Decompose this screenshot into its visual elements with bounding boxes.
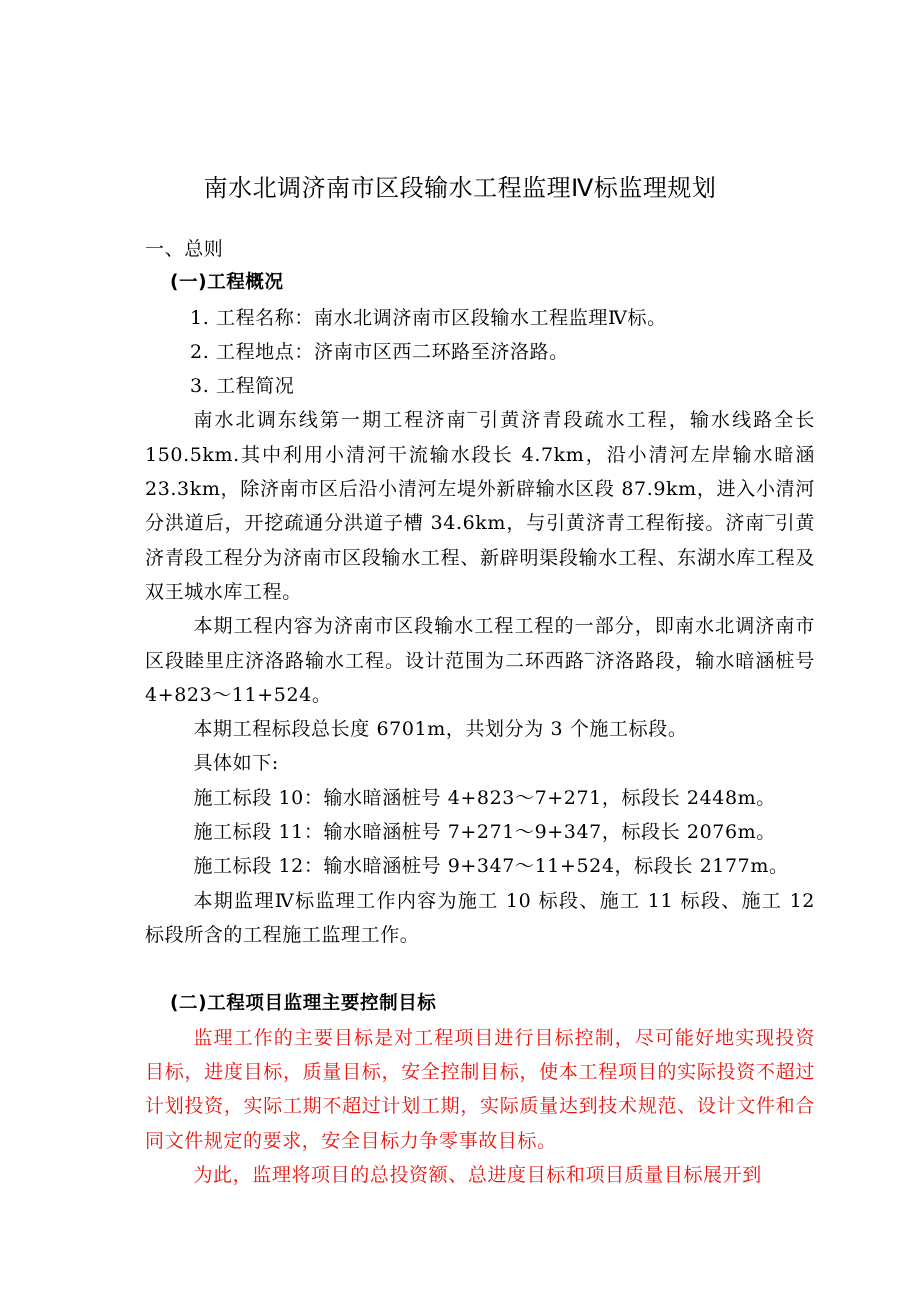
section-heading: 一、总则: [145, 238, 224, 260]
subsection-heading: (一)工程概况: [170, 272, 284, 294]
paragraph: 具体如下:: [193, 752, 279, 775]
document-title: 南水北调济南市区段输水工程监理Ⅳ标监理规划: [203, 174, 717, 202]
spacer: [145, 952, 815, 986]
subsection-heading: (二)工程项目监理主要控制目标: [170, 992, 437, 1014]
paragraph: 本期工程内容为济南市区段输水工程工程的一部分，即南水北调济南市区段睦里庄济洛路输水工程。设计范围为二环西路‾济洛路段，输水暗涵桩号 4+823～11+524。: [145, 615, 815, 706]
segment-line: 施工标段 12：输水暗涵桩号 9+347～11+524，标段长 2177m。: [193, 855, 789, 878]
segment-line: 施工标段 10：输水暗涵桩号 4+823～7+271，标段长 2448m。: [193, 786, 776, 809]
highlighted-paragraph: 监理工作的主要目标是对工程项目进行目标控制，尽可能好地实现投资目标，进度目标，质量目标，安全控制目标，使本工程项目的实际投资不超过计划投资，实际工期不超过计划工期，实际质量达到技术规范、设计文件和合同文件规定的要求，安全目标力争零事故目标。: [145, 1026, 815, 1152]
document-body: [145, 232, 815, 1192]
list-item: 2. 工程地点：济南市区西二环路至济洛路。: [190, 340, 569, 363]
paragraph: 本期监理Ⅳ标监理工作内容为施工 10 标段、施工 11 标段、施工 12 标段所含的工程施工监理工作。: [145, 889, 815, 946]
highlighted-paragraph: 为此，监理将项目的总投资额、总进度目标和项目质量目标展开到: [193, 1164, 762, 1187]
list-item: 1. 工程名称：南水北调济南市区段输水工程监理Ⅳ标。: [190, 306, 667, 329]
paragraph: 南水北调东线第一期工程济南‾引黄济青段疏水工程，输水线路全长 150.5km.其中利用小清河干流输水段长 4.7km，沿小清河左岸输水暗涵 23.3km，除济南市区后沿小清河左堤外新辟输水区段 87.9km，进入小清河分洪道后，开挖疏通分洪道子槽 34.6km，与引黄济青工程衔接。济南‾引黄济青段工程分为济南市区段输水工程、新辟明渠段输水工程、东湖水库工程及双王城水库工程。: [145, 409, 815, 603]
segment-line: 施工标段 11：输水暗涵桩号 7+271～9+347，标段长 2076m。: [193, 821, 776, 844]
list-item: 3. 工程简况: [190, 375, 295, 398]
paragraph: 本期工程标段总长度 6701m，共划分为 3 个施工标段。: [193, 718, 688, 741]
